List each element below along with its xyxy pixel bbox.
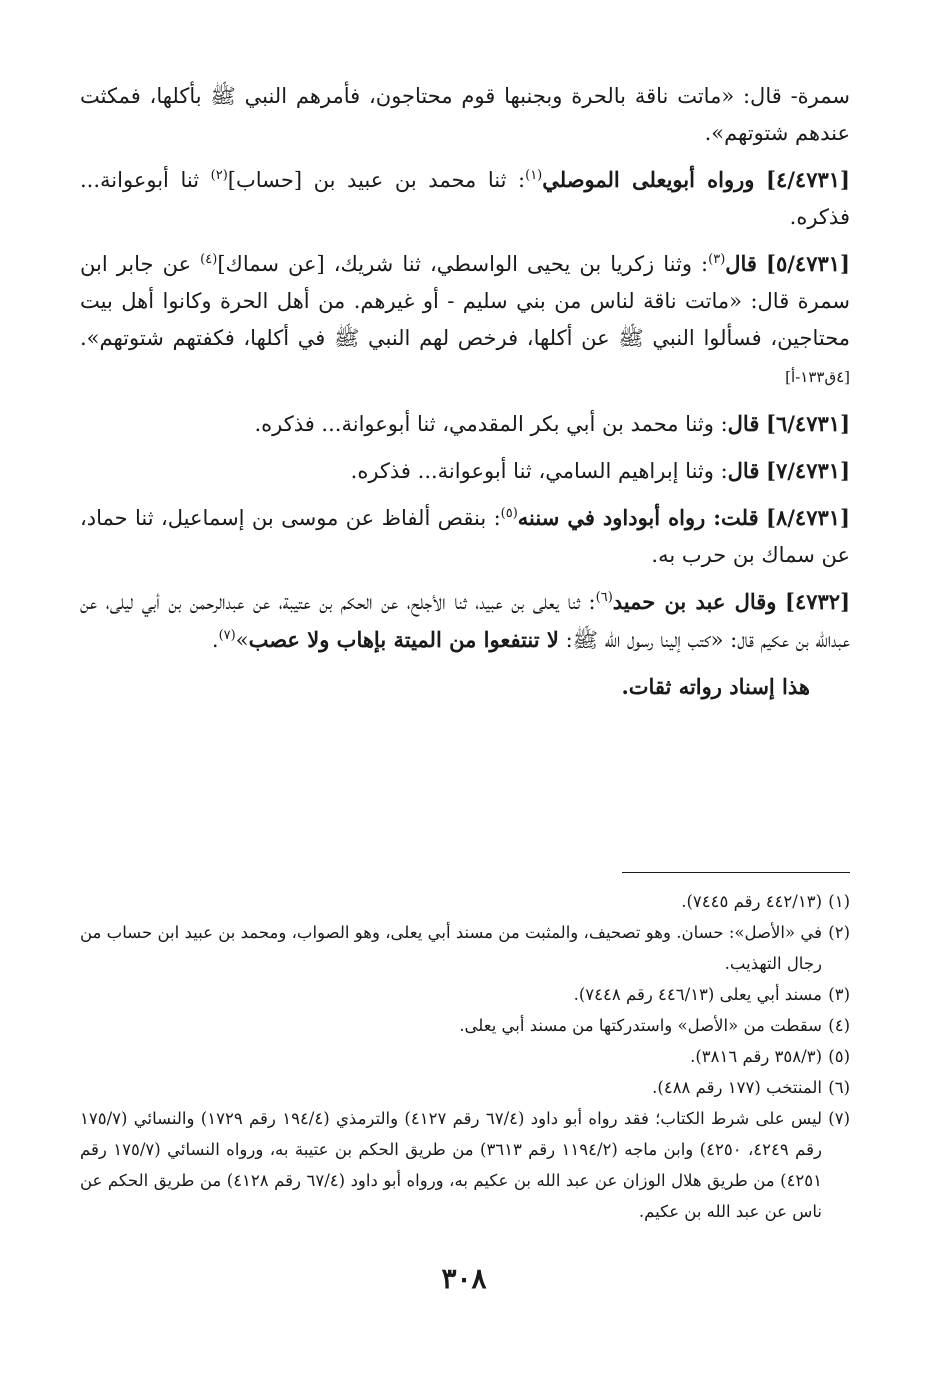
footnote-text: (٣٥٨/٣ رقم ٣٨١٦). <box>690 1047 822 1066</box>
paragraph-end: . <box>211 628 219 652</box>
paragraph-body: : بنقص ألفاظ عن موسى بن إسماعيل، ثنا حماد، عن سماك بن حرب به. <box>80 506 850 567</box>
footnote-number: (٦) <box>828 1078 850 1097</box>
isnad-verdict: هذا إسناد رواته ثقات. <box>621 674 810 699</box>
footnote-marker[interactable]: (٥) <box>500 506 518 521</box>
footnote-item <box>80 1010 850 1041</box>
footnote-marker[interactable]: (١) <box>525 168 543 183</box>
paragraph-body: : وثنا إبراهيم السامي، ثنا أبوعوانة... فذكره. <box>350 459 728 483</box>
footnote-text: في «الأصل»: حسان. وهو تصحيف، والمثبت من مسند أبي يعلى، وهو الصواب، ومحمد بن عبيد ابن حساب من رجال التهذيب. <box>80 923 822 973</box>
page-number: ٣٠٨ <box>441 1262 487 1295</box>
paragraph-body: : ثنا يعلى بن عبيد، ثنا الأجلح، عن الحكم بن عتيبة، عن عبدالرحمن بن أبي ليلى، عن عبدالله بن عكيم قال: «كتب إلينا رسول الله ﷺ: <box>80 590 850 652</box>
footnote-marker[interactable]: (٣) <box>708 252 726 267</box>
footnote-text: (٤٤٢/١٣ رقم ٧٤٤٥). <box>681 892 822 911</box>
hadith-4731-8 <box>80 499 850 574</box>
footnote-number: (٣) <box>828 985 850 1004</box>
paragraph-tail: ثنا أبوعوانة... فذكره. <box>80 168 850 229</box>
narrator-lead: قال <box>727 411 760 436</box>
footnote-number: (٧) <box>828 1109 850 1128</box>
hadith-4731-6 <box>80 405 850 443</box>
footnote-item <box>80 979 850 1010</box>
paragraph-body: : ثنا محمد بن عبيد بن [حساب] <box>227 168 526 192</box>
footnote-number: (٤) <box>828 1016 850 1035</box>
paragraph-tail: عن جابر ابن سمرة قال: «ماتت ناقة لناس من بني سليم - أو غيرهم. من أهل الحرة وكانوا أهل بيت محتاجين، فسألوا النبي ﷺ عن أكلها، فرخص لهم النبي ﷺ في أكلها، فكفتهم شتوتهم». <box>80 252 850 350</box>
hadith-4731-7 <box>80 452 850 490</box>
paragraph-body: سمرة- قال: «ماتت ناقة بالحرة وبجنبها قوم محتاجون، فأمرهم النبي ﷺ بأكلها، فمكثت عندهم شتوتهم». <box>80 84 850 145</box>
paragraph-body: : وثنا محمد بن أبي بكر المقدمي، ثنا أبوعوانة... فذكره. <box>254 412 728 436</box>
footnote-number: (٢) <box>828 923 850 942</box>
footnote-number: (١) <box>828 892 850 911</box>
hadith-4731-5 <box>80 245 850 396</box>
footnote-text: المنتخب (١٧٧ رقم ٤٨٨). <box>652 1078 822 1097</box>
hadith-reference: [٥/٤٧٣١] <box>766 251 850 276</box>
footnote-marker[interactable]: (٤) <box>200 252 218 267</box>
narrator-lead: قلت: رواه أبوداود في سننه <box>517 505 759 530</box>
narrator-lead: ورواه أبويعلى الموصلي <box>542 167 755 192</box>
hadith-4731-4 <box>80 161 850 236</box>
hadith-reference: [٨/٤٧٣١] <box>766 505 850 530</box>
hadith-quote: لا تنتفعوا من الميتة بإهاب ولا عصب <box>248 627 559 652</box>
footnote-marker[interactable]: (٧) <box>218 628 236 643</box>
footnotes <box>80 886 850 1227</box>
footnote-text: مسند أبي يعلى (٤٤٦/١٣ رقم ٧٤٤٨). <box>573 985 822 1004</box>
footnote-item <box>80 917 850 979</box>
footnote-text: ليس على شرط الكتاب؛ فقد رواه أبو داود (٦٧/٤ رقم ٤١٢٧) والترمذي (١٩٤/٤ رقم ١٧٢٩) والنسائي (١٧٥/٧ رقم ٤٢٤٩، ٤٢٥٠) وابن ماجه (١١٩٤/٢ رقم ٣٦١٣) من طريق الحكم بن عتيبة به، ورواه النسائي (١٧٥/٧ رقم ٤٢٥١) من طريق هلال الوزان عن عبد الله بن عكيم به، ورواه أبو داود (٦٧/٤ رقم ٤١٢٨) من طريق الحكم عن ناس عن عبد الله بن عكيم. <box>80 1109 823 1221</box>
main-text <box>80 78 850 705</box>
hadith-reference: [٧/٤٧٣١] <box>766 458 850 483</box>
narrator-lead: وقال عبد بن حميد <box>612 589 777 614</box>
paragraph-continuation <box>80 78 850 152</box>
paragraph-body: : وثنا زكريا بن يحيى الواسطي، ثنا شريك، [عن سماك] <box>217 252 709 276</box>
narrator-lead: قال <box>727 458 760 483</box>
footnote-item <box>80 1072 850 1103</box>
narrator-lead: قال <box>725 251 757 276</box>
footnote-text: سقطت من «الأصل» واستدركتها من مسند أبي يعلى. <box>459 1016 822 1035</box>
footnote-number: (٥) <box>828 1047 850 1066</box>
footnote-item <box>80 886 850 917</box>
paragraph-tail: » <box>235 628 249 652</box>
hadith-4732 <box>80 583 850 659</box>
hadith-reference: [٦/٤٧٣١] <box>766 411 850 436</box>
manuscript-margin-note: [٤ق١٣٣-أ] <box>785 368 850 386</box>
footnote-marker[interactable]: (٢) <box>210 168 228 183</box>
footnote-item <box>80 1103 850 1227</box>
footnote-divider <box>622 872 850 873</box>
footnote-item <box>80 1041 850 1072</box>
hadith-reference: [٤٧٣٢] <box>785 589 850 614</box>
hadith-reference: [٤/٤٧٣١] <box>766 167 850 192</box>
footnote-marker[interactable]: (٦) <box>595 590 613 605</box>
